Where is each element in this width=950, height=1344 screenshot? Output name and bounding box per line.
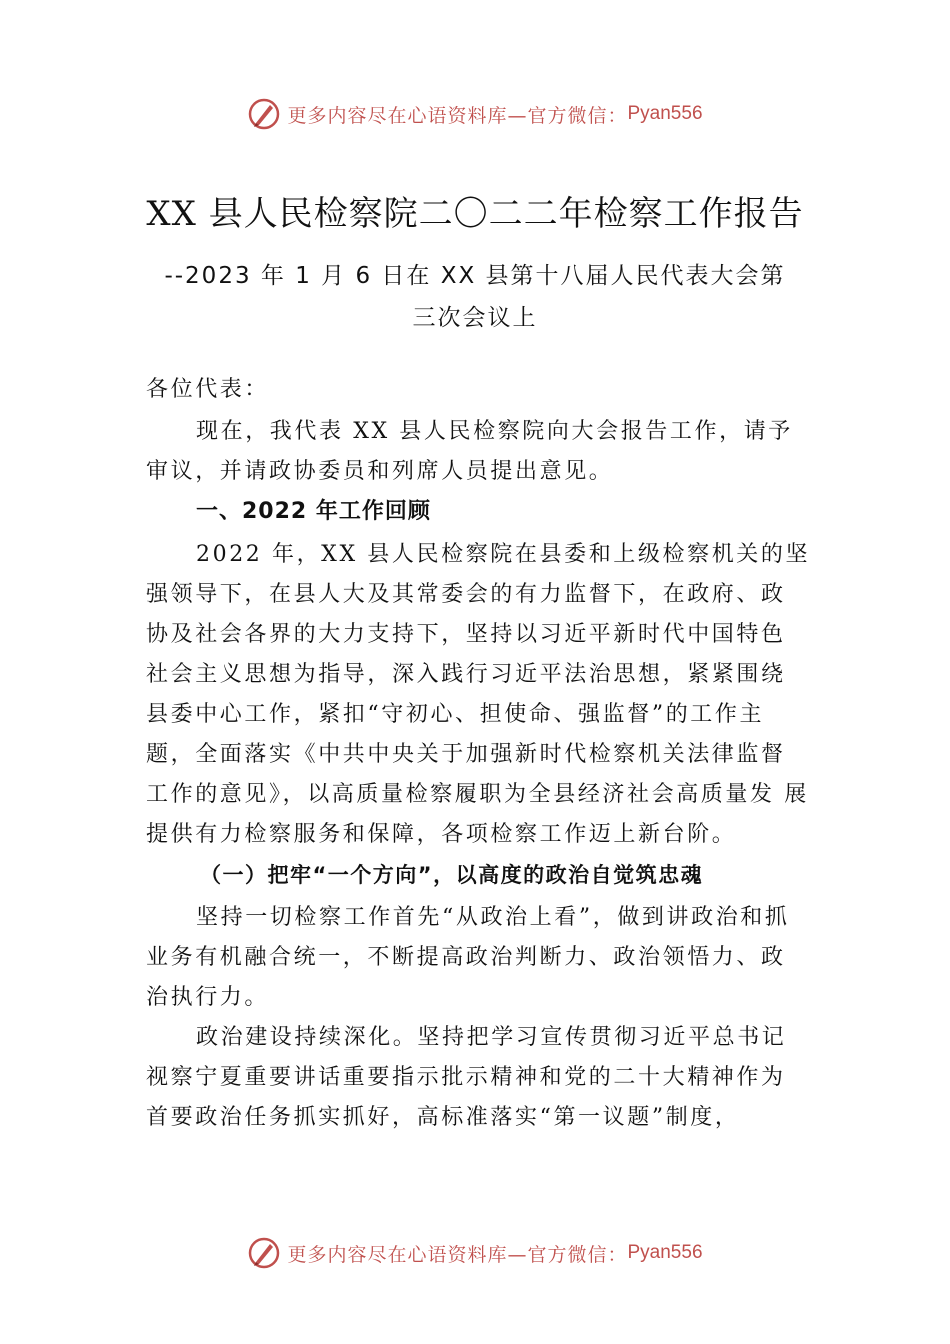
paragraph-line: 社会主义思想为指导，深入践行习近平法治思想，紧紧围绕 — [146, 662, 786, 687]
watermark-footer — [0, 1233, 950, 1273]
paragraph-line: 工作的意见》，以高质量检察履职为全县经济社会高质量发 展 — [146, 782, 809, 807]
paragraph-line: 坚持一切检察工作首先“从政治上看”，做到讲政治和抓 — [196, 905, 790, 930]
paragraph-line: 审议，并请政协委员和列席人员提出意见。 — [146, 459, 614, 484]
watermark-header — [0, 94, 950, 134]
paragraph-line: 题，全面落实《中共中央关于加强新时代检察机关法律监督 — [146, 742, 786, 767]
paragraph-line: 首要政治任务抓实抓好，高标准落实“第一议题”制度， — [146, 1105, 740, 1130]
paragraph-line: 业务有机融合统一，不断提高政治判断力、政治领悟力、政 — [146, 945, 786, 970]
paragraph-line: 2022 年，XX 县人民检察院在县委和上级检察机关的坚 — [196, 542, 811, 567]
paragraph-line: 强领导下，在县人大及其常委会的有力监督下，在政府、政 — [146, 582, 786, 607]
document-title: XX 县人民检察院二〇二二年检察工作报告 — [146, 194, 804, 234]
watermark-text: 更多内容尽在心语资料库—官方微信： — [287, 104, 628, 127]
paragraph-line: 县委中心工作，紧扣“守初心、担使命、强监督”的工作主 — [146, 702, 765, 727]
paragraph-line: 治执行力。 — [146, 985, 270, 1010]
section-heading: 一、2022 年工作回顾 — [196, 499, 431, 524]
pen-logo-icon — [247, 1236, 281, 1270]
watermark-text: 更多内容尽在心语资料库—官方微信： — [287, 1243, 628, 1266]
salutation: 各位代表： — [146, 377, 270, 402]
paragraph-line: 协及社会各界的大力支持下，坚持以习近平新时代中国特色 — [146, 622, 786, 647]
document-subtitle-line2: 三次会议上 — [412, 305, 538, 331]
paragraph-line: 提供有力检察服务和保障，各项检察工作迈上新台阶。 — [146, 822, 737, 847]
paragraph-line: 视察宁夏重要讲话重要指示批示精神和党的二十大精神作为 — [146, 1065, 786, 1090]
paragraph-line: 政治建设持续深化。坚持把学习宣传贯彻习近平总书记 — [196, 1025, 787, 1050]
paragraph-line: 现在，我代表 XX 县人民检察院向大会报告工作，请予 — [196, 419, 793, 444]
subsection-heading: （一）把牢“一个方向”，以高度的政治自觉筑忠魂 — [200, 863, 704, 887]
watermark-wechat-id: Pyan556 — [627, 1242, 703, 1263]
pen-logo-icon — [247, 97, 281, 131]
document-subtitle-line1: --2023 年 1 月 6 日在 XX 县第十八届人民代表大会第 — [164, 263, 786, 289]
watermark-wechat-id: Pyan556 — [627, 103, 703, 124]
